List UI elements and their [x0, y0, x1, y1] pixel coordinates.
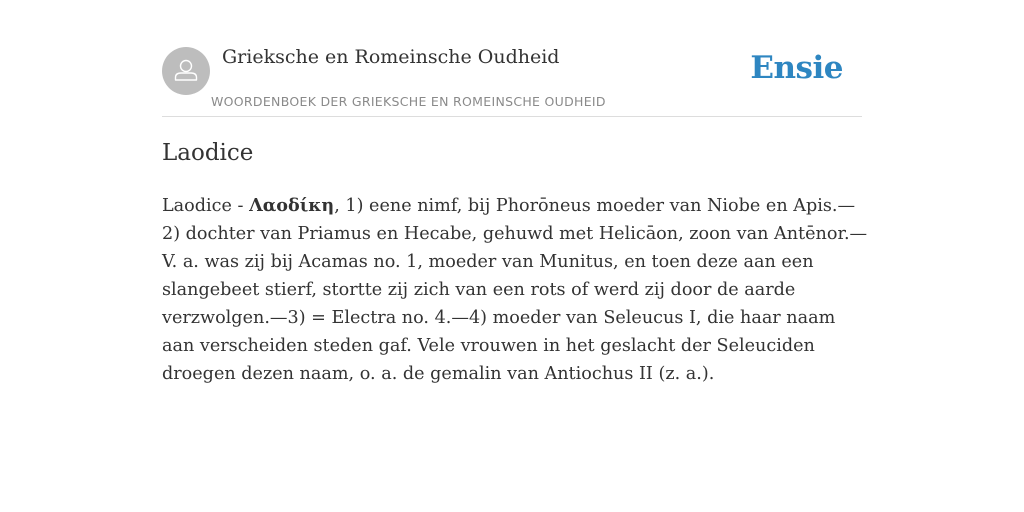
- user-avatar-icon[interactable]: [162, 47, 210, 95]
- dictionary-subtitle: WOORDENBOEK DER GRIEKSCHE EN ROMEINSCHE OUDHEID: [211, 94, 606, 109]
- entry-headword: Laodice: [162, 196, 232, 216]
- dictionary-title[interactable]: Grieksche en Romeinsche Oudheid: [222, 46, 560, 68]
- ensie-logo[interactable]: Ensie: [750, 50, 843, 86]
- greek-headword: Λαοδίκη: [249, 195, 335, 216]
- headword-separator: -: [231, 196, 250, 216]
- entry-title: Laodice: [162, 140, 254, 166]
- header: [162, 40, 862, 117]
- definition-text: , 1) eene nimf, bij Phorōneus moeder van Niobe en Apis.—2) dochter van Priamus en Hecabe, gehuwd met Helicāon, zoon van Antēnor.—V. a. was zij bij Acamas no. 1, moeder van Munitus, en toen deze aan een slangebeet stierf, stortte zij zich van een rots of werd zij door de aarde verzwolgen.—3) = Electra no. 4.—4) moeder van Seleucus I, die haar naam aan verscheiden steden gaf. Vele vrouwen in het geslacht der Seleuciden droegen dezen naam, o. a. de gemalin van Antiochus II (z. a.).: [162, 196, 868, 384]
- entry-definition: [162, 192, 872, 388]
